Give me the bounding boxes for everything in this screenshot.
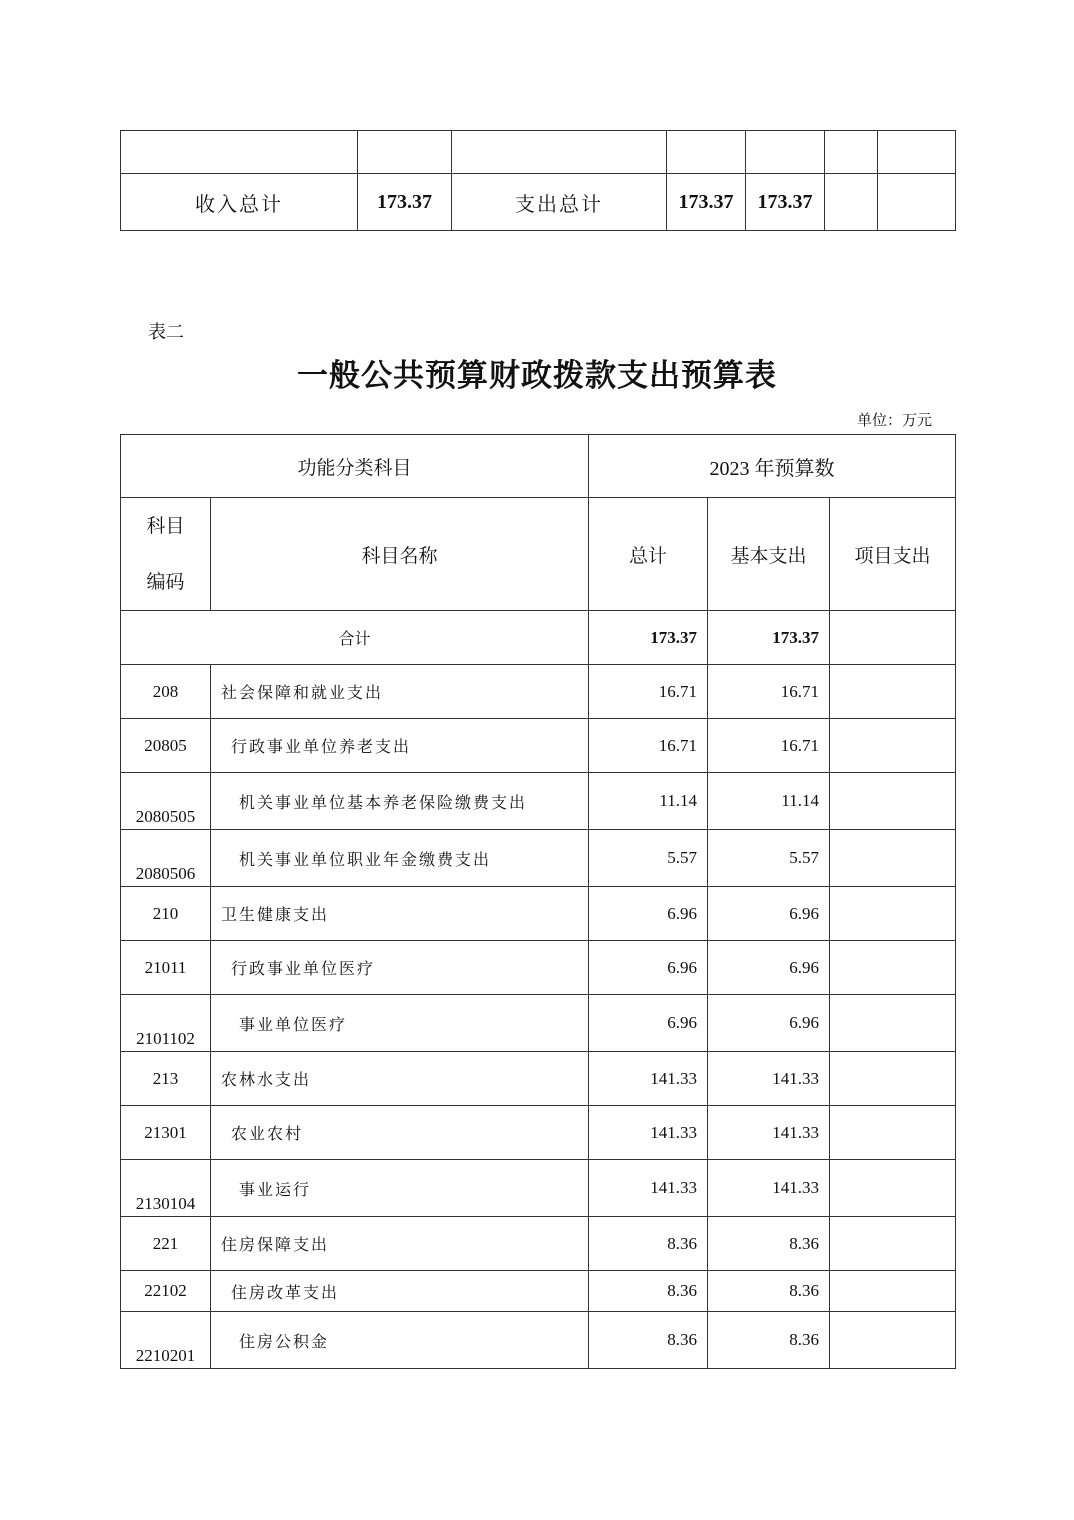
- table-row: [121, 1271, 956, 1312]
- row-total: 8.36: [589, 1271, 708, 1312]
- table-row: [121, 995, 956, 1052]
- table-row: [121, 1312, 956, 1369]
- row-code: 2080505: [121, 773, 211, 830]
- previous-table-totals: [120, 130, 956, 231]
- row-basic: 141.33: [708, 1052, 830, 1106]
- row-project: [830, 830, 956, 887]
- table-label: 表二: [148, 322, 184, 343]
- row-project: [830, 773, 956, 830]
- row-name: 住房公积金: [211, 1312, 589, 1369]
- row-name: 机关事业单位职业年金缴费支出: [211, 830, 589, 887]
- row-total: 6.96: [589, 941, 708, 995]
- table-row: [121, 1217, 956, 1271]
- row-project: [830, 1160, 956, 1217]
- header-code-line1: 科目: [146, 515, 185, 537]
- row-basic: 5.57: [708, 830, 830, 887]
- row-code: 210: [121, 887, 211, 941]
- row-project: [830, 1312, 956, 1369]
- row-basic: 141.33: [708, 1160, 830, 1217]
- row-total: 141.33: [589, 1160, 708, 1217]
- row-name: 住房保障支出: [211, 1217, 589, 1271]
- row-total: 5.57: [589, 830, 708, 887]
- row-total: 16.71: [589, 719, 708, 773]
- row-name: 事业运行: [211, 1160, 589, 1217]
- header-functional-category: 功能分类科目: [121, 435, 589, 498]
- row-total: 6.96: [589, 887, 708, 941]
- row-name: 农业农村: [211, 1106, 589, 1160]
- header-row-2: [121, 498, 956, 611]
- row-basic: 8.36: [708, 1312, 830, 1369]
- row-project: [830, 1217, 956, 1271]
- row-basic: 6.96: [708, 995, 830, 1052]
- row-project: [830, 1106, 956, 1160]
- header-basic: 基本支出: [708, 498, 830, 611]
- row-total: 141.33: [589, 1106, 708, 1160]
- summary-basic: 173.37: [708, 611, 830, 665]
- row-code: 20805: [121, 719, 211, 773]
- row-basic: 8.36: [708, 1217, 830, 1271]
- summary-total: 173.37: [589, 611, 708, 665]
- table-row: [121, 887, 956, 941]
- row-project: [830, 1271, 956, 1312]
- table-row: [121, 830, 956, 887]
- summary-row: [121, 611, 956, 665]
- row-name: 事业单位医疗: [211, 995, 589, 1052]
- summary-label: 合计: [121, 611, 589, 665]
- row-project: [830, 1052, 956, 1106]
- row-project: [830, 941, 956, 995]
- row-name: 行政事业单位医疗: [211, 941, 589, 995]
- row-name: 行政事业单位养老支出: [211, 719, 589, 773]
- row-total: 8.36: [589, 1312, 708, 1369]
- header-project: 项目支出: [830, 498, 956, 611]
- expense-total-value-basic: 173.37: [746, 174, 825, 231]
- row-name: 农林水支出: [211, 1052, 589, 1106]
- row-code: 213: [121, 1052, 211, 1106]
- table-row: [121, 665, 956, 719]
- table-row: [121, 1052, 956, 1106]
- row-total: 141.33: [589, 1052, 708, 1106]
- row-code: 21011: [121, 941, 211, 995]
- row-code: 2210201: [121, 1312, 211, 1369]
- income-total-value: 173.37: [358, 174, 452, 231]
- row-total: 11.14: [589, 773, 708, 830]
- row-total: 16.71: [589, 665, 708, 719]
- table-row-empty: [121, 131, 956, 174]
- expense-total-value: 173.37: [667, 174, 746, 231]
- totals-row: [121, 174, 956, 231]
- row-basic: 6.96: [708, 887, 830, 941]
- row-code: 2080506: [121, 830, 211, 887]
- budget-table: [120, 434, 956, 1369]
- row-total: 8.36: [589, 1217, 708, 1271]
- row-basic: 16.71: [708, 719, 830, 773]
- row-basic: 11.14: [708, 773, 830, 830]
- row-code: 2130104: [121, 1160, 211, 1217]
- unit-label: 单位：万元: [856, 411, 932, 429]
- header-code: [121, 498, 211, 611]
- summary-project: [830, 611, 956, 665]
- row-code: 2101102: [121, 995, 211, 1052]
- row-project: [830, 719, 956, 773]
- row-project: [830, 995, 956, 1052]
- row-name: 机关事业单位基本养老保险缴费支出: [211, 773, 589, 830]
- expense-total-label: 支出总计: [452, 174, 667, 231]
- row-basic: 16.71: [708, 665, 830, 719]
- row-code: 208: [121, 665, 211, 719]
- row-code: 22102: [121, 1271, 211, 1312]
- row-name: 社会保障和就业支出: [211, 665, 589, 719]
- table-row: [121, 1160, 956, 1217]
- table-row: [121, 719, 956, 773]
- table-row: [121, 773, 956, 830]
- table-row: [121, 1106, 956, 1160]
- header-code-line2: 编码: [146, 571, 185, 593]
- row-project: [830, 665, 956, 719]
- row-basic: 8.36: [708, 1271, 830, 1312]
- page-title: 一般公共预算财政拨款支出预算表: [297, 358, 777, 394]
- table-row: [121, 941, 956, 995]
- row-code: 221: [121, 1217, 211, 1271]
- header-budget-year: 2023 年预算数: [589, 435, 956, 498]
- income-total-label: 收入总计: [121, 174, 358, 231]
- row-code: 21301: [121, 1106, 211, 1160]
- header-total: 总计: [589, 498, 708, 611]
- header-row-1: [121, 435, 956, 498]
- header-name: 科目名称: [211, 498, 589, 611]
- row-basic: 141.33: [708, 1106, 830, 1160]
- row-project: [830, 887, 956, 941]
- row-basic: 6.96: [708, 941, 830, 995]
- row-total: 6.96: [589, 995, 708, 1052]
- row-name: 住房改革支出: [211, 1271, 589, 1312]
- row-name: 卫生健康支出: [211, 887, 589, 941]
